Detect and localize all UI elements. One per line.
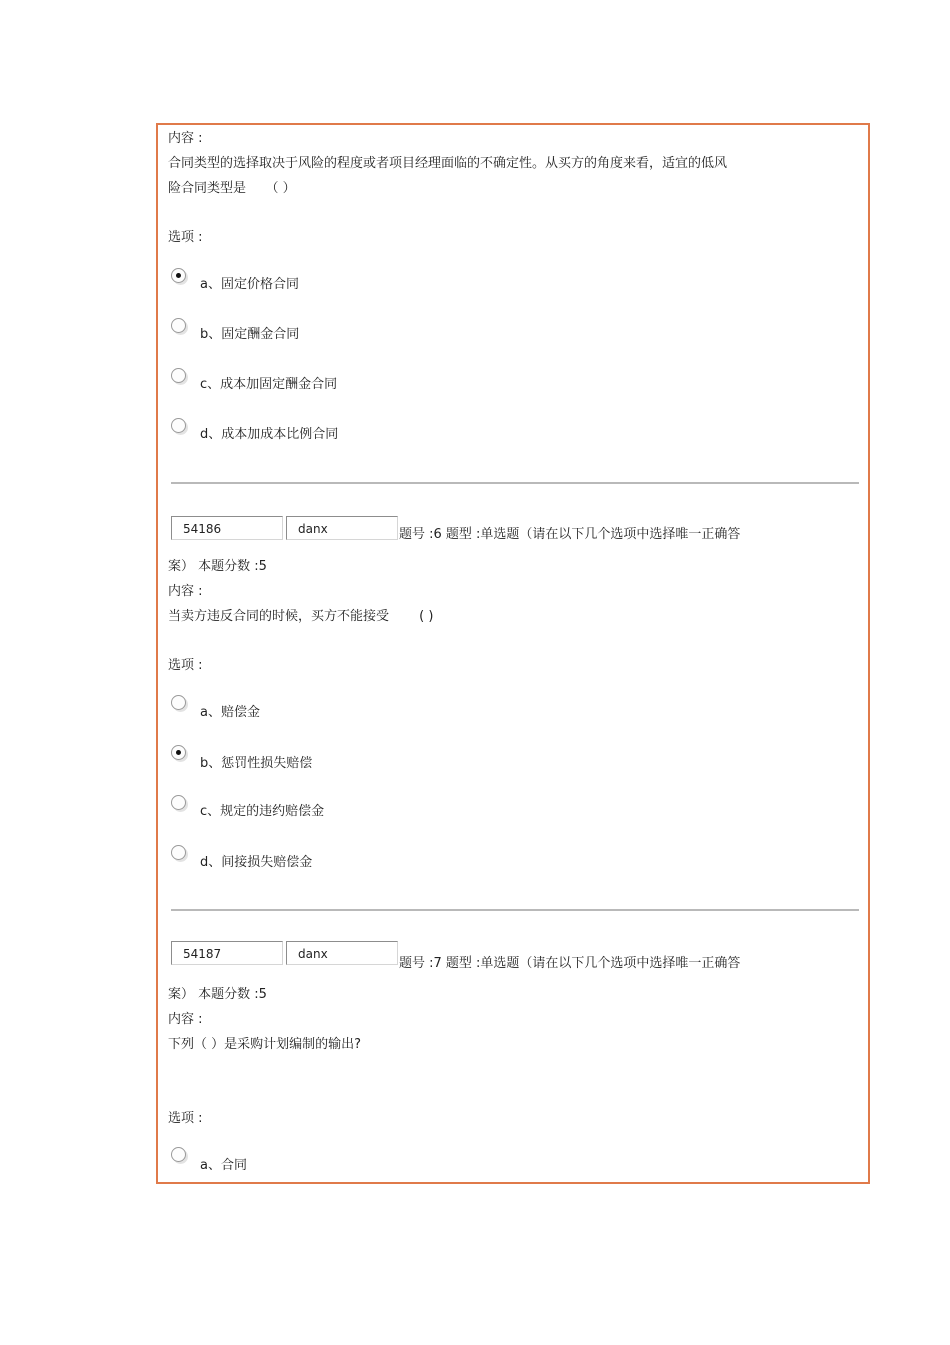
question-text: 下列（ ）是采购计划编制的输出? [168, 1037, 362, 1052]
radio-option-d[interactable] [171, 845, 186, 860]
question-type-field[interactable]: danx [286, 516, 398, 540]
question-text: 险合同类型是 （ ） [168, 181, 296, 196]
radio-option-b[interactable] [171, 318, 186, 333]
question-type-field[interactable]: danx [286, 941, 398, 965]
content-label: 内容 : [168, 1012, 203, 1027]
option-label: d、间接损失赔偿金 [200, 855, 313, 870]
option-label: d、成本加成本比例合同 [200, 427, 339, 442]
radio-option-d[interactable] [171, 418, 186, 433]
radio-option-c[interactable] [171, 795, 186, 810]
option-label: c、规定的违约赔偿金 [200, 804, 325, 819]
radio-option-c[interactable] [171, 368, 186, 383]
question-text: 合同类型的选择取决于风险的程度或者项目经理面临的不确定性。从买方的角度来看，适宜的低风 [168, 156, 728, 171]
options-label: 选项 : [168, 230, 203, 245]
radio-option-a[interactable] [171, 1147, 186, 1162]
question-meta: 案） 本题分数 :5 [168, 987, 267, 1002]
option-label: b、惩罚性损失赔偿 [200, 756, 313, 771]
question-divider [171, 909, 859, 911]
question-meta: 题号 :6 题型 :单选题（请在以下几个选项中选择唯一正确答 [399, 527, 741, 542]
question-divider [171, 482, 859, 484]
content-label: 内容 : [168, 584, 203, 599]
question-id-field[interactable]: 54187 [171, 941, 283, 965]
question-id-field[interactable]: 54186 [171, 516, 283, 540]
option-label: b、固定酬金合同 [200, 327, 300, 342]
radio-option-b[interactable] [171, 745, 186, 760]
question-meta: 题号 :7 题型 :单选题（请在以下几个选项中选择唯一正确答 [399, 956, 741, 971]
question-text: 当卖方违反合同的时候，买方不能接受 ( ) [168, 609, 434, 624]
options-label: 选项 : [168, 658, 203, 673]
options-label: 选项 : [168, 1111, 203, 1126]
radio-option-a[interactable] [171, 695, 186, 710]
content-label: 内容 : [168, 131, 203, 146]
option-label: a、固定价格合同 [200, 277, 299, 292]
radio-option-a[interactable] [171, 268, 186, 283]
option-label: a、合同 [200, 1158, 247, 1173]
option-label: a、赔偿金 [200, 705, 260, 720]
option-label: c、成本加固定酬金合同 [200, 377, 338, 392]
question-meta: 案） 本题分数 :5 [168, 559, 267, 574]
